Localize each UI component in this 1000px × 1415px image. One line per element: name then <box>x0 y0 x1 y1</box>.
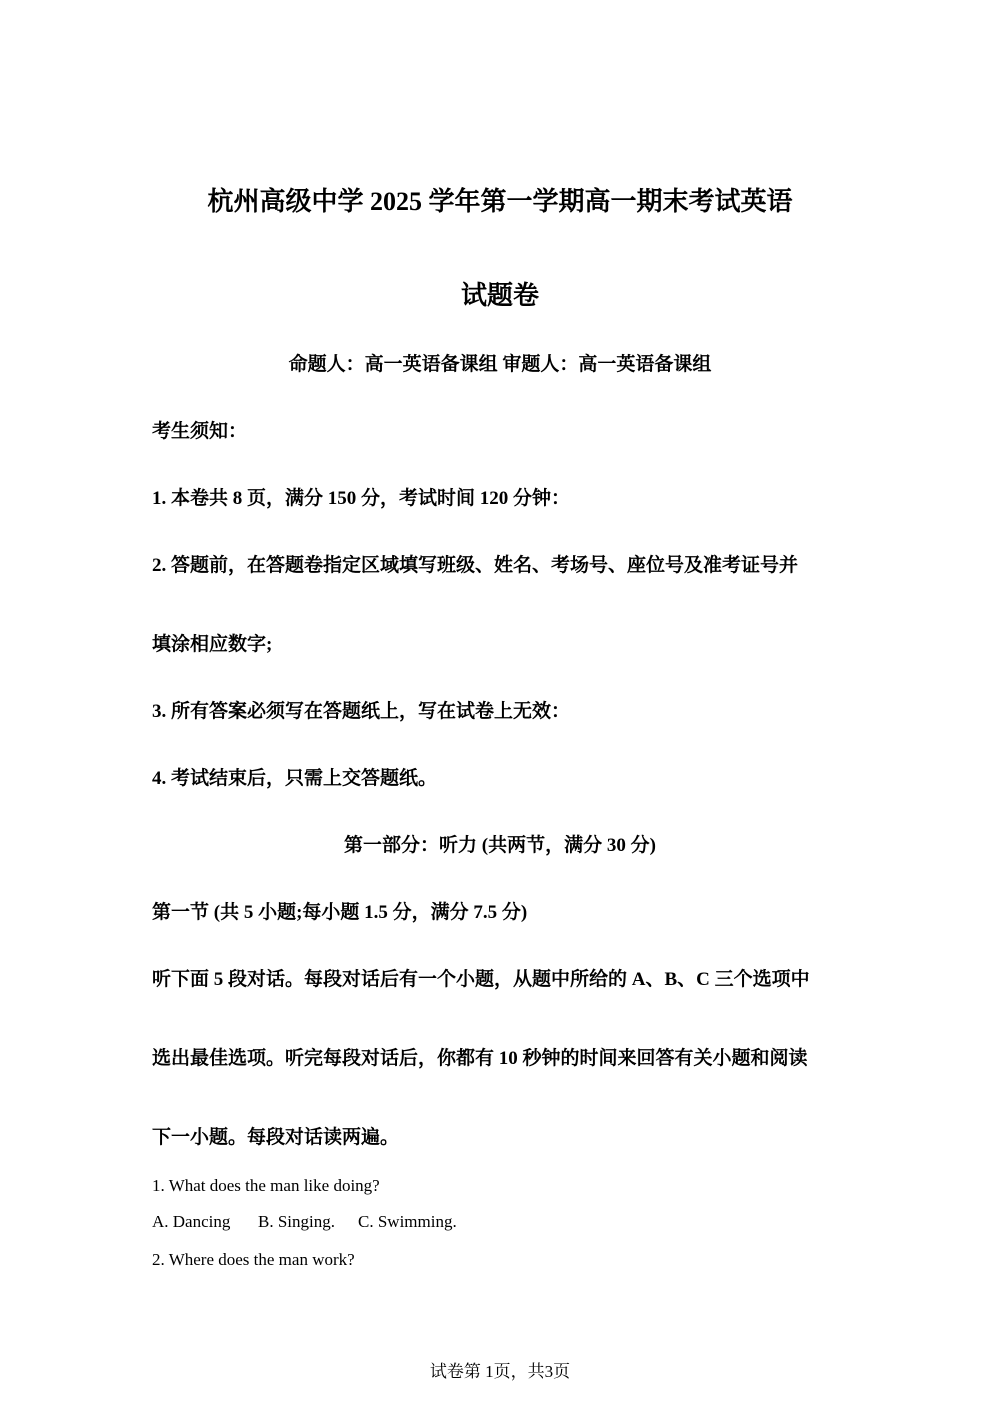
notice-heading: 考生须知： <box>152 421 248 442</box>
authors-line: 命题人：高一英语备课组 审题人：高一英语备课组 <box>288 354 712 375</box>
instructions-line-2: 选出最佳选项。听完每段对话后，你都有 10 秒钟的时间来回答有关小题和阅读 <box>152 1048 808 1069</box>
notice-item-2-continued: 填涂相应数字; <box>152 634 273 655</box>
exam-title-line1: 杭州高级中学 2025 学年第一学期高一期末考试英语 <box>207 187 793 216</box>
option-b: B. Singing. <box>258 1212 335 1231</box>
question-1-stem: 1. What does the man like doing? <box>152 1176 380 1195</box>
question-1-options <box>152 1212 457 1232</box>
notice-item-3: 3. 所有答案必须写在答题纸上，写在试卷上无效： <box>152 701 571 722</box>
question-2-stem: 2. Where does the man work? <box>152 1250 355 1269</box>
instructions-line-3: 下一小题。每段对话读两遍。 <box>152 1127 400 1148</box>
instructions-line-1: 听下面 5 段对话。每段对话后有一个小题，从题中所给的 A、B、C 三个选项中 <box>152 969 810 990</box>
page-footer: 试卷第 1页，共3页 <box>429 1362 571 1381</box>
exam-title-line2: 试题卷 <box>460 281 539 310</box>
option-a: A. Dancing <box>152 1212 231 1231</box>
option-c: C. Swimming. <box>358 1212 457 1231</box>
notice-item-2: 2. 答题前，在答题卷指定区域填写班级、姓名、考场号、座位号及准考证号并 <box>152 555 799 576</box>
notice-item-4: 4. 考试结束后，只需上交答题纸。 <box>152 768 438 789</box>
notice-item-1: 1. 本卷共 8 页，满分 150 分，考试时间 120 分钟： <box>152 488 571 509</box>
section-heading: 第一节 (共 5 小题;每小题 1.5 分，满分 7.5 分) <box>152 902 528 923</box>
part-heading: 第一部分：听力 (共两节，满分 30 分) <box>344 835 656 856</box>
